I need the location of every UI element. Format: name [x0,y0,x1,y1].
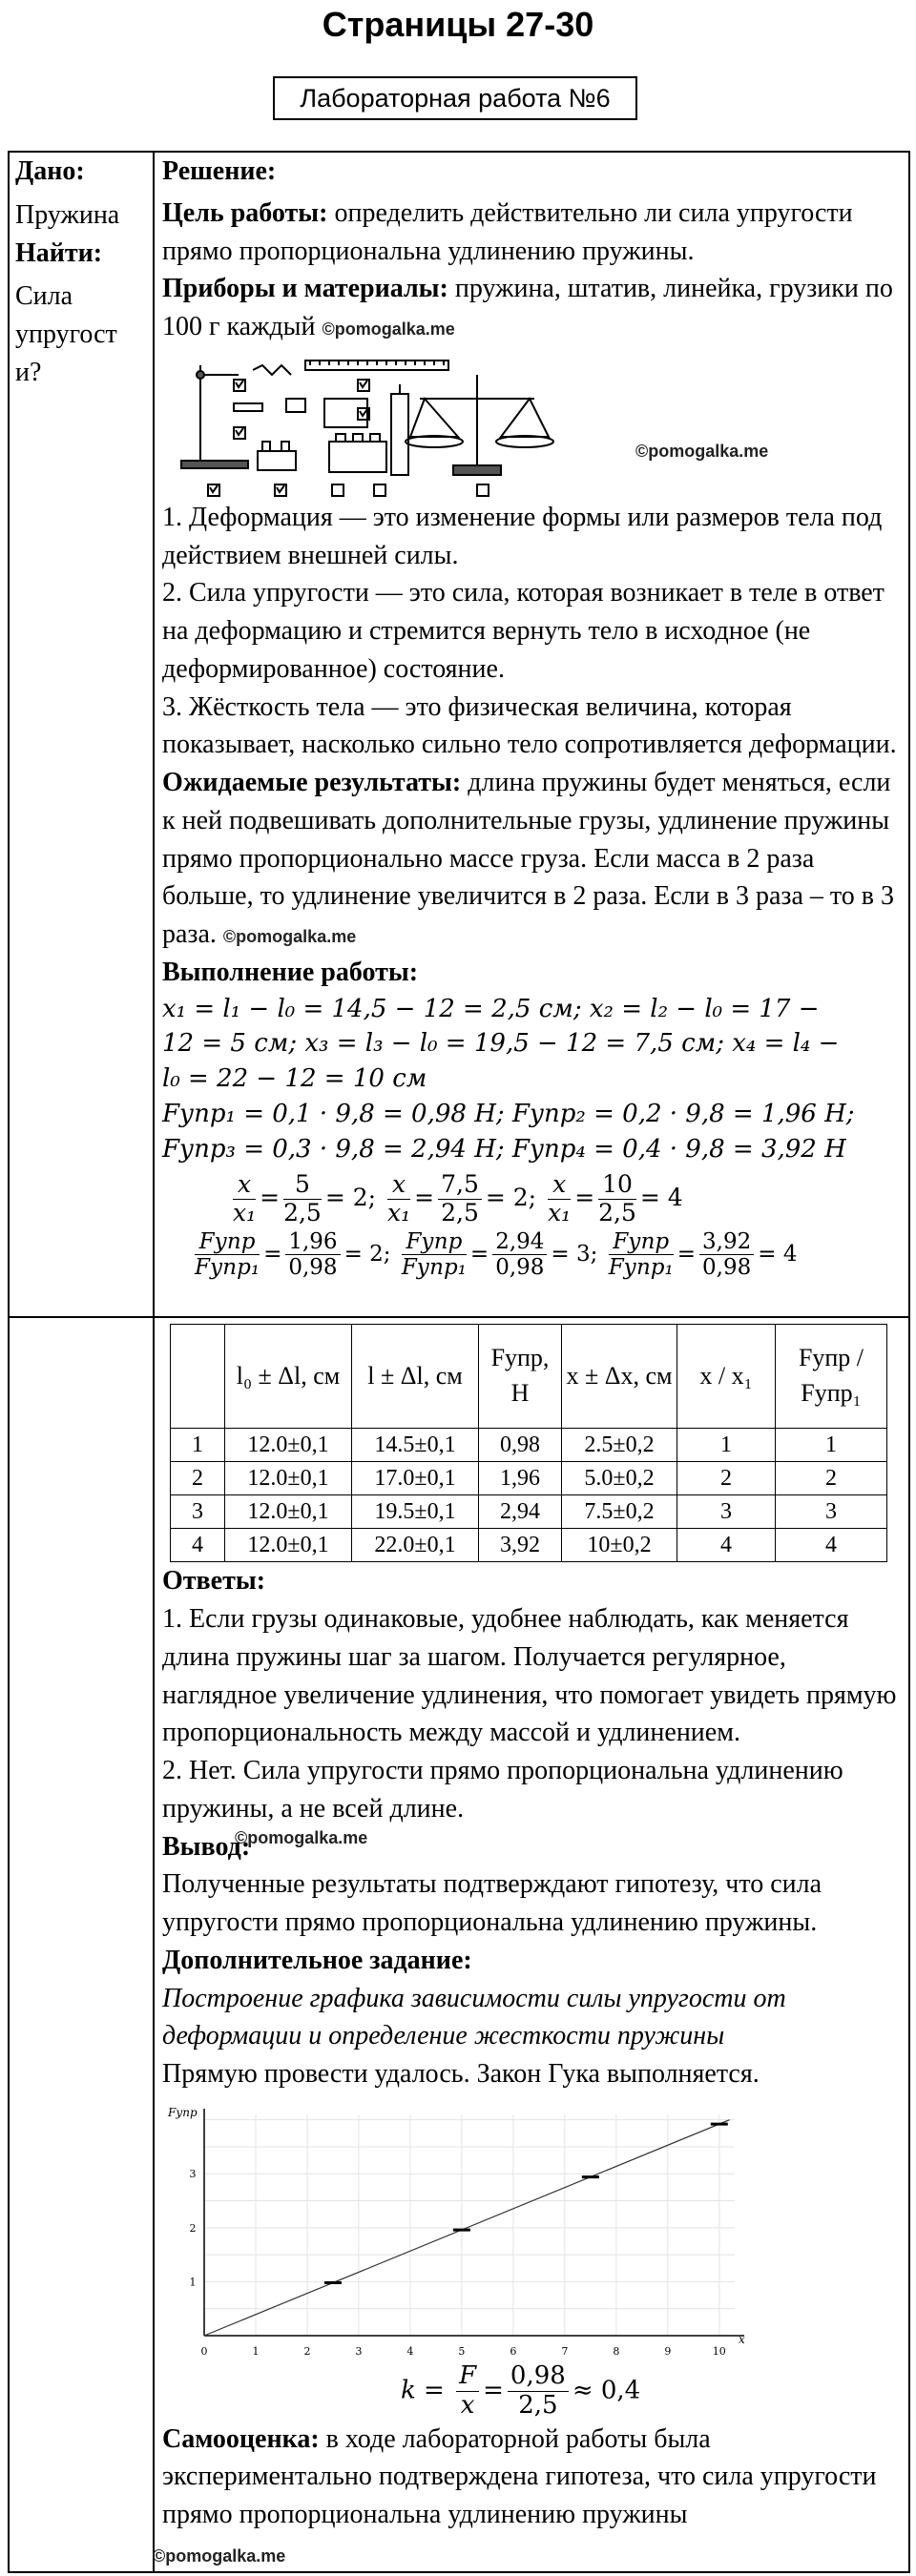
watermark: ©pomogalka.me [153,2546,286,2566]
x-tick-label: 0 [200,2344,208,2358]
table-cell: 4 [776,1529,887,1562]
extra-task-label: Дополнительное задание: [162,1945,472,1975]
self-assessment-text: в ходе лабораторной работы была экспериментально подтверждена гипотеза, что сила упругости прямо пропорциональна удлинению пружины [162,2423,877,2530]
table-cell: 22.0±0,1 [352,1529,479,1562]
answers-label: Ответы: [162,1566,266,1597]
answer-1: 1. Если грузы одинаковые, удобнее наблюдать, как меняется длина пружины шаг за шагом. Получается регулярное, наглядное увеличение удлинения, что помогает увидеть прямую пропорциональность между массой и удлинением. [162,1604,897,1748]
x-tick-label: 9 [664,2344,672,2358]
find-line: Сила [15,281,73,312]
solution-heading: Решение: [162,156,277,186]
y-tick-label: 3 [189,2168,197,2181]
equipment-label: Приборы и материалы: [162,274,448,304]
x-tick-label: 1 [252,2344,260,2358]
table-row [171,1462,887,1495]
watermark: ©pomogalka.me [222,927,357,946]
ratio-result: = 2; [344,1241,391,1267]
table-header-row [171,1325,887,1429]
table-cell: 2 [677,1462,776,1495]
x-tick-label: 3 [355,2344,363,2358]
fraction: $\frac{1,96}{0,98}$ [285,1229,340,1281]
watermark: ©pomogalka.me [235,1828,368,1847]
table-cell: 0,98 [479,1429,562,1462]
fraction: $\frac{3,92}{0,98}$ [699,1229,754,1281]
k-result: ≈ 0,4 [572,2376,641,2405]
page-title: Страницы 27-30 [322,5,594,44]
extra-task-italic: Построение графика зависимости силы упругости от деформации и определение жесткости пружины [162,1983,786,2051]
work-label: Выполнение работы: [162,957,419,987]
table-cell: 1 [677,1429,776,1462]
table-cell: 12.0±0,1 [225,1495,352,1529]
table-header-cell: Fупр / Fупр₁ [776,1325,887,1429]
table-cell: 1,96 [479,1462,562,1495]
lab-title: Лабораторная работа №6 [273,76,637,120]
ratio-result: = 4 [639,1183,683,1211]
fraction: $\frac{\text{Fупр}}{\text{Fупр₁}}$ [401,1228,467,1280]
table-cell: 1 [171,1429,225,1462]
table-header-cell: x / x₁ [677,1325,776,1429]
watermark: ©pomogalka.me [635,441,769,461]
conclusion-text: Полученные результаты подтверждают гипотезу, что сила упругости прямо пропорциональна удлинению пружины. [162,1869,822,1938]
table-cell: 2.5±0,2 [562,1429,677,1462]
table-cell: 1 [776,1429,887,1462]
expected-paragraph [162,764,906,954]
x-tick-label: 5 [458,2344,466,2358]
x-line: x₁ = l₁ − l₀ = 14,5 − 12 = 2,5 см; x₂ = l₂ − l₀ = 17 − [162,994,820,1023]
ratio-x-row: $\frac{x}{\text{x₁}}$ = $\frac{5}{2,5}$ = 2; $\frac{x}{\text{x₁}}$ = $\frac{7,5}{2,5}$ = 2; $\frac{x}{\text{x₁}}$ = $\frac{10}{2,5}$ = 4 [233,1170,683,1226]
find-label: Найти: [15,237,103,268]
chart-container [162,2099,906,2362]
solution-column [162,153,906,1280]
table-cell: 12.0±0,1 [225,1429,352,1462]
x-tick-label: 7 [561,2344,569,2358]
table-row [171,1495,887,1529]
table-header-cell [171,1325,225,1429]
table-cell: 17.0±0,1 [352,1462,479,1495]
fraction: $\frac{5}{2,5}$ [283,1170,322,1226]
ratio-f-row: $\frac{\text{Fупр}}{\text{Fупр₁}}$ = $\frac{1,96}{0,98}$ = 2; $\frac{\text{Fупр}}{\text{Fупр₁}}$ = $\frac{2,94}{0,98}$ = 3; $\frac{\text{Fупр}}{\text{Fупр₁}}$ = $\frac{3,92}{0,98}$ = 4 [195,1228,798,1280]
x-tick-label: 2 [303,2344,311,2358]
table-row [171,1429,887,1462]
self-assessment-label: Самооценка: [162,2423,320,2454]
table-header-cell: l₀ ± Δl, см [225,1325,352,1429]
f-line: Fупр₃ = 0,3 · 9,8 = 2,94 Н; Fупр₄ = 0,4 · 9,8 = 3,92 Н [162,1135,846,1164]
table-cell: 4 [171,1529,225,1562]
table-cell: 5.0±0,2 [562,1462,677,1495]
fraction: $\frac{\text{Fупр}}{\text{Fупр₁}}$ [195,1228,260,1280]
table-cell: 3 [677,1495,776,1529]
table-cell: 14.5±0,1 [352,1429,479,1462]
fraction: $\frac{F}{x}$ [456,2362,479,2421]
fraction: $\frac{x}{\text{x₁}}$ [233,1170,257,1226]
table-cell: 7.5±0,2 [562,1495,677,1529]
ratio-result: = 3; [551,1241,598,1267]
table-cell: 2 [171,1462,225,1495]
hooke-chart [162,2099,773,2362]
fraction: $\frac{2,94}{0,98}$ [492,1229,547,1281]
fraction: $\frac{10}{2,5}$ [598,1170,636,1226]
given-column [15,153,149,392]
equipment-paragraph [162,270,906,346]
row-divider [10,1316,908,1318]
column-divider [153,153,155,2573]
f-line: Fупр₁ = 0,1 · 9,8 = 0,98 Н; Fупр₂ = 0,2 · 9,8 = 1,96 Н; [162,1100,855,1129]
fraction: $\frac{x}{\text{x₁}}$ [548,1170,572,1226]
table-cell: 3 [776,1495,887,1529]
equipment-illustration [162,346,906,499]
definition-3: 3. Жёсткость тела — это физическая величина, которая показывает, насколько сильно тело сопротивляется деформации. [162,691,897,760]
x-tick-label: 4 [406,2344,414,2358]
y-tick-label: 2 [189,2221,197,2235]
definition-1: 1. Деформация — это изменение формы или размеров тела под действием внешней силы. [162,502,883,570]
y-tick-label: 1 [189,2276,197,2289]
dano-value: Пружина [15,199,120,230]
table-cell: 2,94 [479,1495,562,1529]
x-tick-label: 8 [613,2344,620,2358]
goal-text: определить действительно ли сила упругости прямо пропорциональна удлинению пружины. [162,197,853,266]
conclusion-label: Вывод: [162,1831,251,1862]
extra-task-text: Прямую провести удалось. Закон Гука выполняется. [162,2059,760,2090]
k-formula: k = $\frac{F}{x}$ = $\frac{0,98}{2,5}$ ≈ 0,4 [401,2360,641,2420]
x-tick-label: 6 [510,2344,517,2358]
equipment-image [162,346,906,499]
ratio-result: = 4 [758,1241,798,1267]
fraction: $\frac{\text{Fупр}}{\text{Fупр₁}}$ [608,1228,674,1280]
table-cell: 3,92 [479,1529,562,1562]
table-cell: 2 [776,1462,887,1495]
fraction: $\frac{0,98}{2,5}$ [508,2362,569,2421]
equipment-text: пружина, штатив, линейка, грузики по 100 г каждый [162,274,893,341]
goal-paragraph [162,195,906,271]
table-cell: 12.0±0,1 [225,1529,352,1562]
table-cell: 4 [677,1529,776,1562]
fraction: $\frac{7,5}{2,5}$ [438,1171,482,1227]
x-axis-label: x [739,2332,745,2346]
x-tick-label: 10 [712,2344,726,2358]
results-column [153,1324,906,2566]
table-row [171,1529,887,1562]
x-line: 12 = 5 см; x₃ = l₃ − l₀ = 19,5 − 12 = 7,5 см; x₄ = l₄ − [162,1029,840,1059]
table-cell: 12.0±0,1 [225,1462,352,1495]
ratio-result: = 2; [324,1183,377,1211]
dano-label: Дано: [15,156,85,186]
answer-2: 2. Нет. Сила упругости прямо пропорциональна удлинению пружины, а не всей длине. [162,1756,843,1824]
self-assessment-paragraph [162,2421,906,2534]
goal-label: Цель работы: [162,197,328,228]
definition-2: 2. Сила упругости — это сила, которая возникает в теле в ответ на деформацию и стремится вернуть тело в исходное (не деформированное) состояние. [162,578,885,684]
fraction: $\frac{x}{\text{x₁}}$ [387,1170,411,1226]
find-line: упругост [15,319,117,349]
results-table [170,1324,887,1562]
x-line: l₀ = 22 − 12 = 10 см [162,1064,427,1094]
find-line: и? [15,357,42,387]
ratio-result: = 2; [485,1183,537,1211]
y-axis-label: Fупр [168,2105,198,2119]
table-header-cell: x ± Δx, см [562,1325,677,1429]
table-cell: 3 [171,1495,225,1529]
expected-label: Ожидаемые результаты: [162,768,462,797]
solution-frame [8,151,910,2573]
k-lhs: k = [401,2376,445,2405]
table-cell: 19.5±0,1 [352,1495,479,1529]
expected-text: длина пружины будет меняться, если к ней подвешивать дополнительные грузы, удлинение пружины прямо пропорционально массе груза. Если масса в 2 раза больше, то удлинение увеличится в 2 раза. Если в 3 раза – то в 3 раза. [162,768,894,949]
watermark: ©pomogalka.me [322,319,455,339]
table-header-cell: l ± Δl, см [352,1325,479,1429]
table-header-cell: Fупр, Н [479,1325,562,1429]
table-cell: 10±0,2 [562,1529,677,1562]
